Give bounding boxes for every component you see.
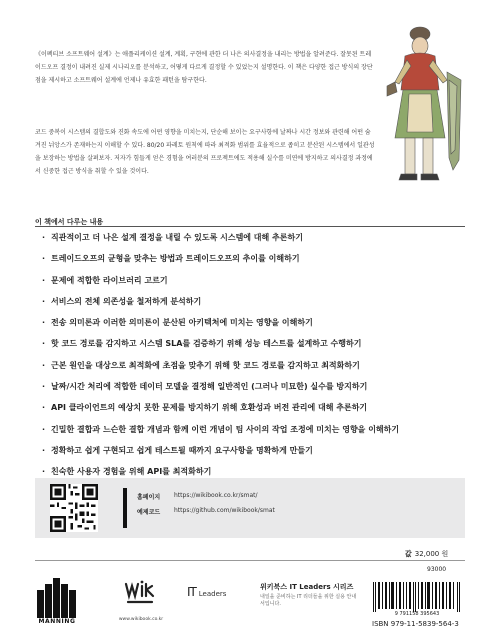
list-item-text: 문제에 적합한 라이브러리 고르기 bbox=[51, 275, 168, 285]
bullet-marker: · bbox=[42, 233, 46, 242]
feature-list bbox=[35, 233, 465, 477]
bullet-marker: · bbox=[42, 403, 46, 413]
list-item-text: 근본 원인을 대상으로 최적화에 초점을 맞추기 위해 핫 코드 경로를 감지하고 최적화하기 bbox=[51, 360, 360, 370]
barcode-digits: 9 791158 395643 bbox=[394, 611, 440, 617]
list-item-text: 친숙한 사용자 경험을 위해 API를 최적화하기 bbox=[51, 467, 212, 477]
list-item bbox=[35, 403, 465, 413]
list-item bbox=[35, 382, 465, 392]
intro-paragraph-1 bbox=[35, 48, 375, 87]
it-logo-main: IT bbox=[187, 585, 196, 599]
list-item bbox=[35, 425, 465, 435]
list-item bbox=[35, 297, 465, 307]
wikibooks-url: www.wikibook.co.kr bbox=[118, 617, 164, 622]
list-item-text: 전송 의미론과 이러한 의미론이 분산된 아키텍처에 미치는 영향을 이해하기 bbox=[51, 318, 313, 328]
manning-wordmark: MANNING bbox=[38, 618, 76, 625]
list-item bbox=[35, 446, 465, 456]
isbn-barcode bbox=[372, 582, 462, 612]
list-item-text: 직관적이고 더 나은 설계 결정을 내릴 수 있도록 시스템에 대해 추론하기 bbox=[51, 233, 303, 242]
example-code-link[interactable]: https://github.com/wikibook/smat bbox=[174, 507, 275, 514]
qr-code[interactable] bbox=[50, 484, 98, 532]
list-item bbox=[35, 467, 465, 477]
bullet-marker: · bbox=[42, 424, 46, 434]
wikibooks-logo bbox=[120, 578, 160, 608]
it-logo-sub: Leaders bbox=[198, 590, 227, 598]
list-item bbox=[35, 339, 465, 349]
intro-paragraph-2 bbox=[35, 126, 375, 178]
bullet-marker: · bbox=[42, 360, 46, 370]
bullet-marker: · bbox=[42, 275, 46, 285]
it-leaders-logo bbox=[187, 585, 226, 599]
isbn-number: ISBN 979-11-5839-564-3 bbox=[372, 620, 459, 628]
bullet-marker: · bbox=[42, 318, 46, 328]
series-description: 내일을 준비하는 IT 리더들을 위한 실용 안내서입니다. bbox=[260, 594, 357, 607]
intro-text-1: 《이펙티브 소프트웨어 설계》는 애플리케이션 설계, 계획, 구현에 관한 더 나은 의사결정을 내리는 방법을 알려준다. 잘못된 트레이드오프 결정이 내려진 실제 시나리오를 분석하고, 어떻게 다르게 결정할 수 있었는지 설명한다. 이 책은 다양한 접근 방식의 장단점을 제시하고 소프트웨어 설계에 언제나 유효한 패턴을 탐구한다. bbox=[35, 51, 373, 84]
price-label: 값 bbox=[405, 550, 412, 558]
list-item bbox=[35, 318, 465, 328]
series-title: 위키북스 IT Leaders 시리즈 bbox=[260, 583, 354, 591]
homepage-label: 홈페이지 bbox=[137, 494, 161, 501]
section-divider bbox=[35, 226, 465, 227]
list-item-text: 서비스의 전체 의존성을 철저하게 분석하기 bbox=[51, 296, 202, 306]
bottom-rule bbox=[35, 560, 465, 561]
list-item-text: 핫 코드 경로를 감지하고 시스템 SLA를 검증하기 위해 성능 테스트를 설계하고 수행하기 bbox=[51, 339, 362, 349]
intro-text-2: 코드 중복이 시스템의 결합도와 진화 속도에 어떤 영향을 미치는지, 단순해 보이는 요구사항에 날짜나 시간 정보와 관련해 어떤 숨겨진 뉘앙스가 존재하는지 이해할 수 있다. 80/20 파레토 원칙에 따라 최적화 범위를 효율적으로 좁히고 분산된 시스템에서 일관성을 보장하는 방법을 살펴보자. 저자가 힘들게 얻은 경험을 여러분의 프로젝트에도 적용해 실수를 미연에 방지하고 의사결정 과정에서 신중한 접근 방식을 취할 수 있을 것이다. bbox=[35, 129, 375, 175]
contact-box bbox=[35, 478, 465, 538]
list-item bbox=[35, 276, 465, 286]
list-item-text: 날짜/시간 처리에 적합한 데이터 모델을 결정해 일반적인 (그러나 미묘한) 실수를 방지하기 bbox=[51, 382, 368, 392]
contact-separator bbox=[123, 488, 127, 528]
bullet-marker: · bbox=[42, 445, 46, 455]
price bbox=[405, 549, 448, 559]
example-code-label: 예제코드 bbox=[137, 509, 161, 516]
list-item-text: 긴밀한 결합과 느슨한 결합 개념과 함께 이런 개념이 팀 사이의 작업 조정에 미치는 영향을 이해하기 bbox=[51, 424, 400, 434]
price-value: 32,000 원 bbox=[414, 550, 449, 558]
section-title: 이 책에서 다루는 내용 bbox=[35, 218, 104, 226]
bullet-marker: · bbox=[42, 296, 46, 306]
bullet-marker: · bbox=[42, 339, 46, 349]
homepage-link[interactable]: https://wikibook.co.kr/smat/ bbox=[174, 492, 258, 499]
list-item-text: API 클라이언트의 예상치 못한 문제를 방지하기 위해 호환성과 버전 관리에 대해 추론하기 bbox=[51, 403, 368, 413]
manning-logo bbox=[37, 576, 77, 618]
list-item-text: 정확하고 쉽게 구현되고 쉽게 테스트될 때까지 요구사항을 명확하게 만들기 bbox=[51, 445, 313, 455]
bullet-marker: · bbox=[42, 467, 46, 477]
list-item-text: 트레이드오프의 균형을 맞추는 방법과 트레이드오프의 추이를 이해하기 bbox=[51, 254, 300, 264]
list-item bbox=[35, 361, 465, 371]
cover-illustration bbox=[365, 20, 475, 190]
list-item bbox=[35, 233, 465, 243]
barcode-addon-digits: 93000 bbox=[427, 566, 447, 573]
bullet-marker: · bbox=[42, 382, 46, 392]
bullet-marker: · bbox=[42, 254, 46, 264]
list-item bbox=[35, 254, 465, 264]
